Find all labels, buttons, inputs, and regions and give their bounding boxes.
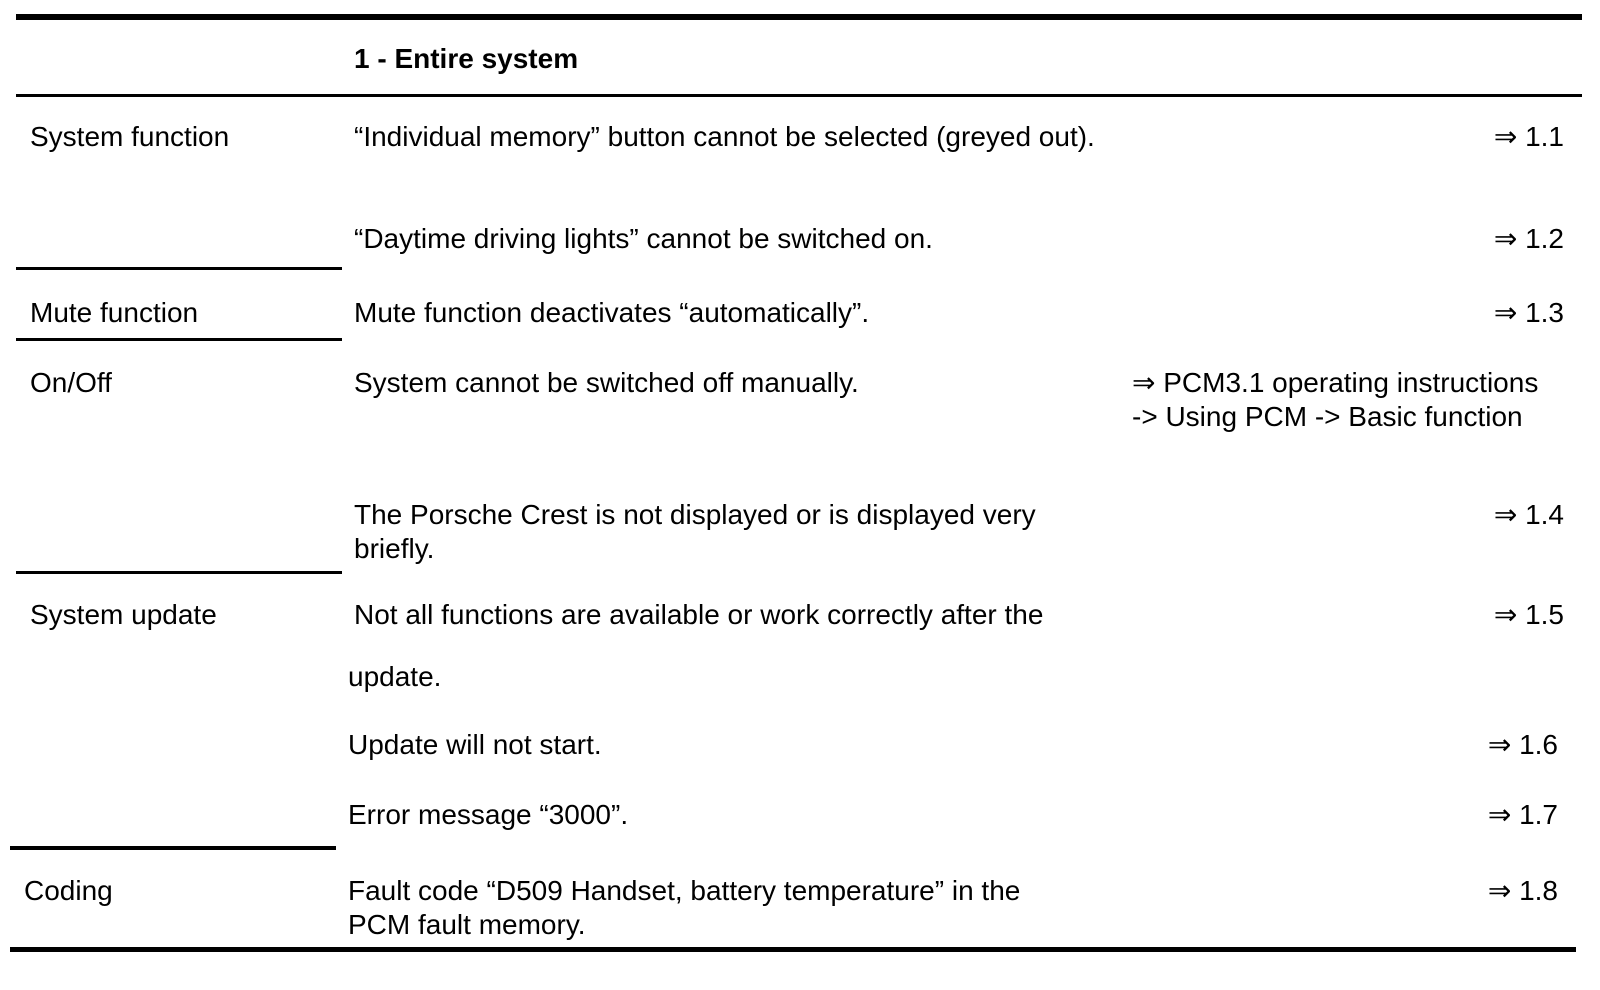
symptom-update-not-start: Update will not start.: [348, 729, 602, 760]
header-rule: [16, 94, 1582, 97]
reference-link-1-3[interactable]: ⇒ 1.3: [1493, 297, 1564, 328]
category-system-update: System update: [30, 599, 217, 630]
divider-system-update: [10, 846, 336, 850]
category-on-off: On/Off: [30, 367, 112, 398]
symptom-mute-deactivates: Mute function deactivates “automatically”.: [354, 297, 870, 328]
symptom-error-3000: Error message “3000”.: [348, 799, 629, 830]
symptom-fault-code-d509: Fault code “D509 Handset, battery temperature” in the PCM fault memory.: [348, 875, 1021, 940]
category-mute-function: Mute function: [30, 297, 199, 328]
reference-link-1-8[interactable]: ⇒ 1.8: [1487, 875, 1558, 906]
top-rule: [16, 14, 1582, 20]
symptom-porsche-crest: The Porsche Crest is not displayed or is displayed very briefly.: [354, 499, 1036, 564]
reference-link-1-6[interactable]: ⇒ 1.6: [1487, 729, 1558, 760]
reference-link-1-5[interactable]: ⇒ 1.5: [1493, 599, 1564, 630]
reference-operating-instructions[interactable]: ⇒ PCM3.1 operating instructions -> Using PCM -> Basic function: [1132, 367, 1539, 432]
reference-link-1-7[interactable]: ⇒ 1.7: [1487, 799, 1558, 830]
reference-link-1-2[interactable]: ⇒ 1.2: [1493, 223, 1564, 254]
symptom-functions-unavailable: Not all functions are available or work correctly after the: [354, 599, 1044, 630]
divider-on-off: [16, 571, 342, 574]
symptom-daytime-lights: “Daytime driving lights” cannot be switched on.: [354, 223, 933, 254]
bottom-rule: [10, 947, 1576, 952]
category-system-function: System function: [30, 121, 230, 152]
divider-system-function: [16, 267, 342, 270]
category-coding: Coding: [24, 875, 113, 906]
reference-link-1-1[interactable]: ⇒ 1.1: [1493, 121, 1564, 152]
symptom-cannot-switch-off: System cannot be switched off manually.: [354, 367, 859, 398]
section-title: 1 - Entire system: [354, 43, 579, 74]
divider-mute-function: [16, 338, 342, 341]
symptom-functions-unavailable-continued: update.: [348, 661, 442, 692]
reference-link-1-4[interactable]: ⇒ 1.4: [1493, 499, 1564, 530]
symptom-individual-memory: “Individual memory” button cannot be selected (greyed out).: [354, 121, 1095, 152]
